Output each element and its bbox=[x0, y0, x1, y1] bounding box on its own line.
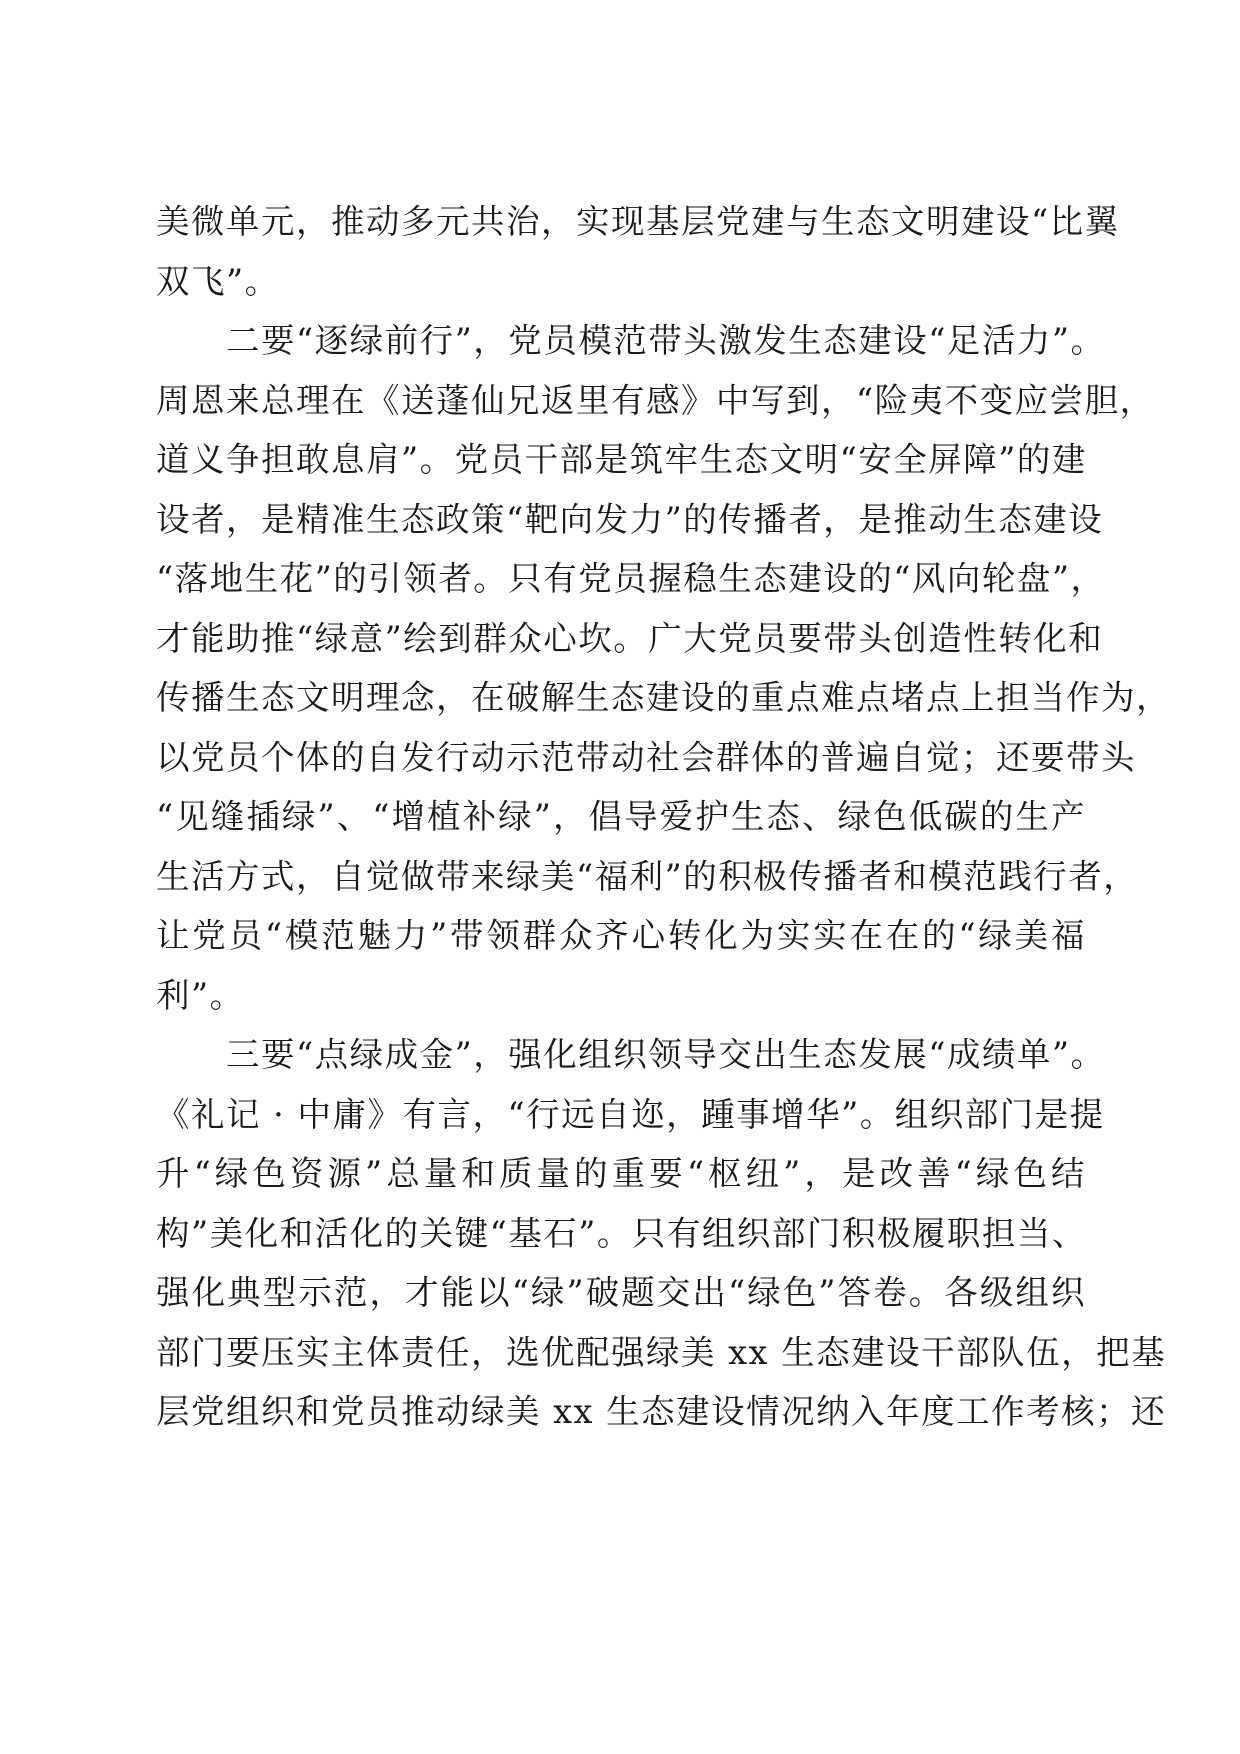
paragraph-continuation bbox=[156, 192, 1120, 311]
text-line: 层党组织和党员推动绿美 xx 生态建设情况纳入年度工作考核；还 bbox=[156, 1392, 1167, 1431]
text-line: 强化典型示范，才能以“绿”破题交出“绿色”答卷。各级组织 bbox=[156, 1273, 1086, 1312]
text-line: “见缝插绿”、“增植补绿”，倡导爱护生态、绿色低碳的生产 bbox=[156, 797, 1086, 836]
body-text bbox=[156, 192, 1171, 1442]
text-line: 《礼记 · 中庸》有言，“行远自迩，踵事增华”。组织部门是提 bbox=[156, 1094, 1105, 1134]
text-line: 才能助推“绿意”绘到群众心坎。广大党员要带头创造性转化和 bbox=[156, 618, 1104, 658]
paragraph-two bbox=[156, 311, 1171, 1025]
text-line: 生活方式，自觉做带来绿美“福利”的积极传播者和模范践行者， bbox=[156, 856, 1139, 896]
text-line: 三要“点绿成金”，强化组织领导交出生态发展“成绩单”。 bbox=[226, 1035, 1106, 1074]
text-line: 道义争担敢息肩”。党员干部是筑牢生态文明“安全屏障”的建 bbox=[156, 440, 1087, 479]
text-line: 双飞”。 bbox=[156, 261, 280, 301]
text-line: 传播生态文明理念，在破解生态建设的重点难点堵点上担当作为， bbox=[156, 678, 1171, 717]
text-line: 让党员“模范魅力”带领群众齐心转化为实实在在的“绿美福 bbox=[156, 916, 1086, 955]
text-line: 设者，是精准生态政策“靶向发力”的传播者，是推动生态建设 bbox=[156, 499, 1104, 539]
text-line: 美微单元，推动多元共治，实现基层党建与生态文明建设“比翼 bbox=[156, 202, 1120, 241]
text-line: 二要“逐绿前行”，党员模范带头激发生态建设“足活力”。 bbox=[226, 321, 1106, 360]
text-line: 以党员个体的自发行动示范带动社会群体的普遍自觉；还要带头 bbox=[156, 737, 1136, 777]
text-line: 部门要压实主体责任，选优配强绿美 xx 生态建设干部队伍，把基 bbox=[156, 1332, 1167, 1372]
text-line: 利”。 bbox=[156, 975, 245, 1015]
text-line: 构”美化和活化的关键“基石”。只有组织部门积极履职担当、 bbox=[156, 1213, 1087, 1253]
text-line: 周恩来总理在《送蓬仙兄返里有感》中写到，“险夷不变应尝胆， bbox=[156, 380, 1155, 420]
text-line: 升“绿色资源”总量和质量的重要“枢纽”，是改善“绿色结 bbox=[156, 1154, 1086, 1193]
text-line: “落地生花”的引领者。只有党员握稳生态建设的“风向轮盘”， bbox=[156, 559, 1106, 598]
paragraph-three bbox=[156, 1025, 1167, 1442]
